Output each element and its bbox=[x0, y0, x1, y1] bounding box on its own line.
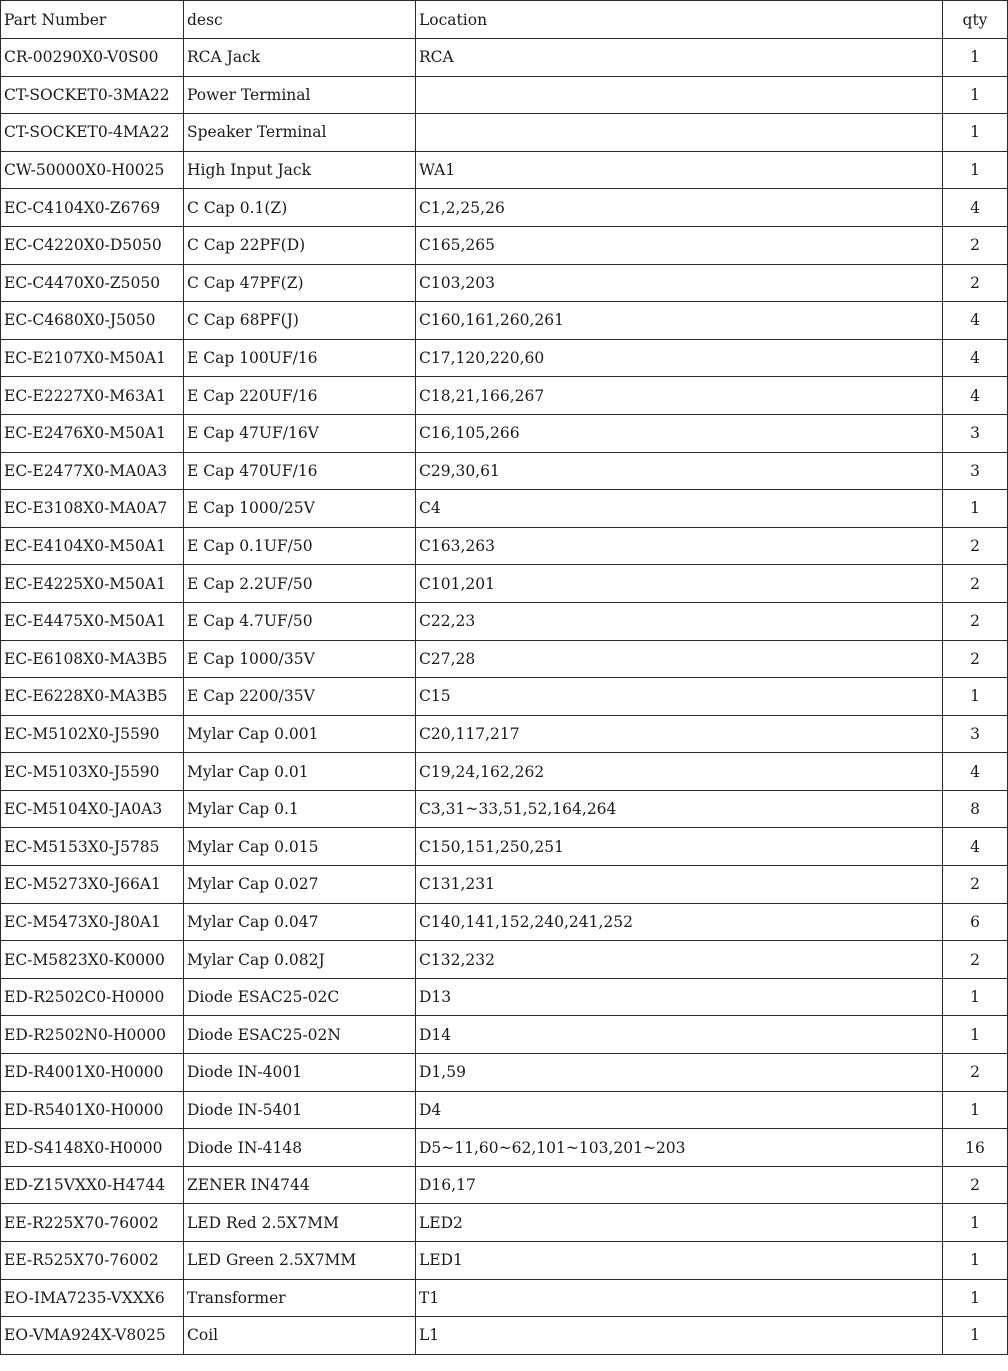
qty-cell: 1 bbox=[943, 1091, 1008, 1129]
header-location: Location bbox=[416, 1, 943, 39]
desc-cell: E Cap 470UF/16 bbox=[184, 452, 416, 490]
location-cell: C20,117,217 bbox=[416, 715, 943, 753]
qty-cell: 1 bbox=[943, 114, 1008, 152]
desc-cell: E Cap 47UF/16V bbox=[184, 414, 416, 452]
table-row bbox=[1, 1054, 1008, 1092]
desc-cell: Speaker Terminal bbox=[184, 114, 416, 152]
table-row bbox=[1, 339, 1008, 377]
qty-cell: 4 bbox=[943, 339, 1008, 377]
table-row bbox=[1, 377, 1008, 415]
table-row bbox=[1, 490, 1008, 528]
table-row bbox=[1, 302, 1008, 340]
part-number-cell: EC-M5104X0-JA0A3 bbox=[1, 790, 184, 828]
location-cell: C3,31~33,51,52,164,264 bbox=[416, 790, 943, 828]
desc-cell: E Cap 2.2UF/50 bbox=[184, 565, 416, 603]
part-number-cell: EC-E2476X0-M50A1 bbox=[1, 414, 184, 452]
part-number-cell: EC-C4470X0-Z5050 bbox=[1, 264, 184, 302]
qty-cell: 4 bbox=[943, 828, 1008, 866]
qty-cell: 3 bbox=[943, 452, 1008, 490]
qty-cell: 8 bbox=[943, 790, 1008, 828]
table-row bbox=[1, 1091, 1008, 1129]
table-row bbox=[1, 1279, 1008, 1317]
qty-cell: 2 bbox=[943, 866, 1008, 904]
desc-cell: Mylar Cap 0.1 bbox=[184, 790, 416, 828]
part-number-cell: EO-VMA924X-V8025 bbox=[1, 1317, 184, 1355]
desc-cell: E Cap 1000/35V bbox=[184, 640, 416, 678]
desc-cell: Diode IN-4001 bbox=[184, 1054, 416, 1092]
desc-cell: High Input Jack bbox=[184, 151, 416, 189]
part-number-cell: CT-SOCKET0-3MA22 bbox=[1, 76, 184, 114]
desc-cell: C Cap 68PF(J) bbox=[184, 302, 416, 340]
header-row bbox=[1, 1, 1008, 39]
table-row bbox=[1, 527, 1008, 565]
location-cell: C160,161,260,261 bbox=[416, 302, 943, 340]
part-number-cell: EC-E2227X0-M63A1 bbox=[1, 377, 184, 415]
location-cell: C4 bbox=[416, 490, 943, 528]
qty-cell: 4 bbox=[943, 753, 1008, 791]
table-row bbox=[1, 978, 1008, 1016]
location-cell: C15 bbox=[416, 678, 943, 716]
desc-cell: Diode ESAC25-02C bbox=[184, 978, 416, 1016]
table-row bbox=[1, 602, 1008, 640]
location-cell bbox=[416, 76, 943, 114]
part-number-cell: EC-E4104X0-M50A1 bbox=[1, 527, 184, 565]
qty-cell: 1 bbox=[943, 1242, 1008, 1280]
location-cell: C150,151,250,251 bbox=[416, 828, 943, 866]
table-row bbox=[1, 1129, 1008, 1167]
part-number-cell: EC-E6108X0-MA3B5 bbox=[1, 640, 184, 678]
header-desc: desc bbox=[184, 1, 416, 39]
desc-cell: Mylar Cap 0.047 bbox=[184, 903, 416, 941]
qty-cell: 6 bbox=[943, 903, 1008, 941]
table-row bbox=[1, 39, 1008, 77]
desc-cell: E Cap 0.1UF/50 bbox=[184, 527, 416, 565]
qty-cell: 1 bbox=[943, 1317, 1008, 1355]
desc-cell: E Cap 1000/25V bbox=[184, 490, 416, 528]
location-cell: C27,28 bbox=[416, 640, 943, 678]
table-row bbox=[1, 941, 1008, 979]
location-cell: D16,17 bbox=[416, 1166, 943, 1204]
location-cell: T1 bbox=[416, 1279, 943, 1317]
location-cell: C165,265 bbox=[416, 226, 943, 264]
part-number-cell: ED-R4001X0-H0000 bbox=[1, 1054, 184, 1092]
part-number-cell: ED-R5401X0-H0000 bbox=[1, 1091, 184, 1129]
location-cell: C1,2,25,26 bbox=[416, 189, 943, 227]
qty-cell: 2 bbox=[943, 527, 1008, 565]
desc-cell: C Cap 0.1(Z) bbox=[184, 189, 416, 227]
desc-cell: Diode IN-4148 bbox=[184, 1129, 416, 1167]
table-row bbox=[1, 715, 1008, 753]
qty-cell: 4 bbox=[943, 302, 1008, 340]
desc-cell: Power Terminal bbox=[184, 76, 416, 114]
table-row bbox=[1, 753, 1008, 791]
table-row bbox=[1, 866, 1008, 904]
part-number-cell: EE-R525X70-76002 bbox=[1, 1242, 184, 1280]
location-cell: C18,21,166,267 bbox=[416, 377, 943, 415]
part-number-cell: ED-R2502C0-H0000 bbox=[1, 978, 184, 1016]
desc-cell: C Cap 22PF(D) bbox=[184, 226, 416, 264]
location-cell: C17,120,220,60 bbox=[416, 339, 943, 377]
qty-cell: 2 bbox=[943, 1166, 1008, 1204]
desc-cell: E Cap 4.7UF/50 bbox=[184, 602, 416, 640]
table-row bbox=[1, 226, 1008, 264]
location-cell bbox=[416, 114, 943, 152]
qty-cell: 3 bbox=[943, 414, 1008, 452]
part-number-cell: CT-SOCKET0-4MA22 bbox=[1, 114, 184, 152]
part-number-cell: EC-C4220X0-D5050 bbox=[1, 226, 184, 264]
desc-cell: Mylar Cap 0.027 bbox=[184, 866, 416, 904]
part-number-cell: EC-M5153X0-J5785 bbox=[1, 828, 184, 866]
qty-cell: 2 bbox=[943, 1054, 1008, 1092]
table-row bbox=[1, 640, 1008, 678]
table-row bbox=[1, 151, 1008, 189]
qty-cell: 1 bbox=[943, 39, 1008, 77]
desc-cell: C Cap 47PF(Z) bbox=[184, 264, 416, 302]
location-cell: C19,24,162,262 bbox=[416, 753, 943, 791]
part-number-cell: EC-M5473X0-J80A1 bbox=[1, 903, 184, 941]
table-row bbox=[1, 76, 1008, 114]
part-number-cell: EC-M5102X0-J5590 bbox=[1, 715, 184, 753]
qty-cell: 1 bbox=[943, 490, 1008, 528]
desc-cell: Diode IN-5401 bbox=[184, 1091, 416, 1129]
location-cell: C22,23 bbox=[416, 602, 943, 640]
location-cell: C132,232 bbox=[416, 941, 943, 979]
part-number-cell: EC-E2107X0-M50A1 bbox=[1, 339, 184, 377]
desc-cell: Mylar Cap 0.001 bbox=[184, 715, 416, 753]
table-row bbox=[1, 828, 1008, 866]
part-number-cell: ED-Z15VXX0-H4744 bbox=[1, 1166, 184, 1204]
table-row bbox=[1, 1204, 1008, 1242]
qty-cell: 2 bbox=[943, 602, 1008, 640]
part-number-cell: EC-E2477X0-MA0A3 bbox=[1, 452, 184, 490]
header-part-number: Part Number bbox=[1, 1, 184, 39]
location-cell: C131,231 bbox=[416, 866, 943, 904]
table-row bbox=[1, 790, 1008, 828]
table-row bbox=[1, 565, 1008, 603]
qty-cell: 1 bbox=[943, 978, 1008, 1016]
location-cell: D14 bbox=[416, 1016, 943, 1054]
location-cell: C16,105,266 bbox=[416, 414, 943, 452]
location-cell: LED1 bbox=[416, 1242, 943, 1280]
part-number-cell: ED-R2502N0-H0000 bbox=[1, 1016, 184, 1054]
part-number-cell: CR-00290X0-V0S00 bbox=[1, 39, 184, 77]
table-body bbox=[1, 39, 1008, 1355]
table-row bbox=[1, 1166, 1008, 1204]
location-cell: L1 bbox=[416, 1317, 943, 1355]
qty-cell: 1 bbox=[943, 1204, 1008, 1242]
desc-cell: LED Green 2.5X7MM bbox=[184, 1242, 416, 1280]
part-number-cell: CW-50000X0-H0025 bbox=[1, 151, 184, 189]
table-row bbox=[1, 264, 1008, 302]
desc-cell: E Cap 100UF/16 bbox=[184, 339, 416, 377]
desc-cell: LED Red 2.5X7MM bbox=[184, 1204, 416, 1242]
table-row bbox=[1, 189, 1008, 227]
qty-cell: 2 bbox=[943, 264, 1008, 302]
location-cell: D4 bbox=[416, 1091, 943, 1129]
qty-cell: 2 bbox=[943, 565, 1008, 603]
qty-cell: 16 bbox=[943, 1129, 1008, 1167]
part-number-cell: EC-E4475X0-M50A1 bbox=[1, 602, 184, 640]
qty-cell: 2 bbox=[943, 226, 1008, 264]
location-cell: C163,263 bbox=[416, 527, 943, 565]
part-number-cell: EO-IMA7235-VXXX6 bbox=[1, 1279, 184, 1317]
qty-cell: 1 bbox=[943, 1016, 1008, 1054]
part-number-cell: EC-E4225X0-M50A1 bbox=[1, 565, 184, 603]
desc-cell: Mylar Cap 0.082J bbox=[184, 941, 416, 979]
qty-cell: 3 bbox=[943, 715, 1008, 753]
table-row bbox=[1, 678, 1008, 716]
table-row bbox=[1, 114, 1008, 152]
desc-cell: Transformer bbox=[184, 1279, 416, 1317]
table-row bbox=[1, 1317, 1008, 1355]
qty-cell: 4 bbox=[943, 189, 1008, 227]
desc-cell: ZENER IN4744 bbox=[184, 1166, 416, 1204]
table-row bbox=[1, 452, 1008, 490]
location-cell: D13 bbox=[416, 978, 943, 1016]
qty-cell: 2 bbox=[943, 941, 1008, 979]
desc-cell: Diode ESAC25-02N bbox=[184, 1016, 416, 1054]
location-cell: RCA bbox=[416, 39, 943, 77]
part-number-cell: EC-E3108X0-MA0A7 bbox=[1, 490, 184, 528]
table-row bbox=[1, 414, 1008, 452]
part-number-cell: ED-S4148X0-H0000 bbox=[1, 1129, 184, 1167]
part-number-cell: EC-E6228X0-MA3B5 bbox=[1, 678, 184, 716]
qty-cell: 4 bbox=[943, 377, 1008, 415]
table-row bbox=[1, 903, 1008, 941]
desc-cell: E Cap 220UF/16 bbox=[184, 377, 416, 415]
qty-cell: 1 bbox=[943, 151, 1008, 189]
part-number-cell: EE-R225X70-76002 bbox=[1, 1204, 184, 1242]
table-row bbox=[1, 1242, 1008, 1280]
location-cell: WA1 bbox=[416, 151, 943, 189]
desc-cell: Mylar Cap 0.015 bbox=[184, 828, 416, 866]
location-cell: LED2 bbox=[416, 1204, 943, 1242]
part-number-cell: EC-C4680X0-J5050 bbox=[1, 302, 184, 340]
desc-cell: Coil bbox=[184, 1317, 416, 1355]
desc-cell: Mylar Cap 0.01 bbox=[184, 753, 416, 791]
location-cell: C29,30,61 bbox=[416, 452, 943, 490]
part-number-cell: EC-M5823X0-K0000 bbox=[1, 941, 184, 979]
location-cell: D1,59 bbox=[416, 1054, 943, 1092]
part-number-cell: EC-C4104X0-Z6769 bbox=[1, 189, 184, 227]
part-number-cell: EC-M5103X0-J5590 bbox=[1, 753, 184, 791]
qty-cell: 2 bbox=[943, 640, 1008, 678]
location-cell: D5~11,60~62,101~103,201~203 bbox=[416, 1129, 943, 1167]
qty-cell: 1 bbox=[943, 1279, 1008, 1317]
location-cell: C103,203 bbox=[416, 264, 943, 302]
location-cell: C101,201 bbox=[416, 565, 943, 603]
desc-cell: E Cap 2200/35V bbox=[184, 678, 416, 716]
location-cell: C140,141,152,240,241,252 bbox=[416, 903, 943, 941]
table-row bbox=[1, 1016, 1008, 1054]
part-number-cell: EC-M5273X0-J66A1 bbox=[1, 866, 184, 904]
qty-cell: 1 bbox=[943, 678, 1008, 716]
qty-cell: 1 bbox=[943, 76, 1008, 114]
header-qty: qty bbox=[943, 1, 1008, 39]
desc-cell: RCA Jack bbox=[184, 39, 416, 77]
